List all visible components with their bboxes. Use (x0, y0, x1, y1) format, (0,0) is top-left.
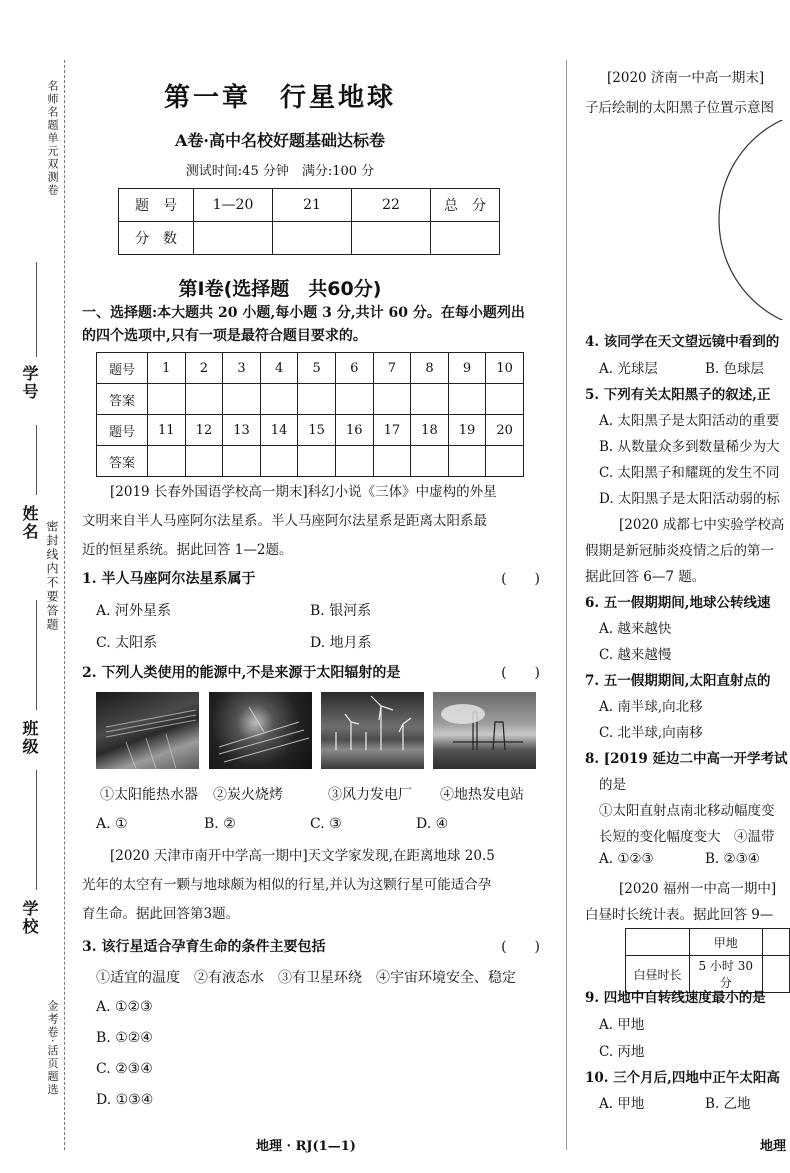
score-table-score-row (119, 222, 500, 255)
q3-option-b[interactable]: B. ①②④ (96, 1030, 153, 1046)
q3-option-c[interactable]: C. ②③④ (96, 1061, 153, 1077)
sunspot-diagram (717, 120, 790, 320)
question-number: 17 (373, 415, 411, 446)
passage-line: 光年的太空有一颗与地球颇为相似的行星,并认为这颗行星可能适合孕 (82, 877, 492, 893)
score-header-cell: 22 (352, 189, 431, 222)
q1-option-c[interactable]: C. 太阳系 (96, 635, 158, 651)
answer-cell[interactable] (373, 446, 411, 477)
name-blank (36, 425, 37, 495)
q8-option-a[interactable]: A. ①②③ (599, 851, 654, 867)
passage-1 (82, 478, 557, 565)
passage-line: 文明来自半人马座阿尔法星系。半人马座阿尔法星系是距离太阳系最 (82, 513, 487, 529)
answer-cell[interactable] (185, 446, 223, 477)
answer-cell[interactable] (260, 446, 298, 477)
passage-3-line: 据此回答 6—7 题。 (585, 569, 706, 585)
table-header: 甲地 (689, 929, 762, 956)
answer-cell[interactable] (298, 384, 336, 415)
q8-line: ①太阳直射点南北移动幅度变 (599, 803, 775, 819)
sidebar-top-label: 名师名题单元双测卷 (46, 80, 59, 197)
question-number: 19 (448, 415, 486, 446)
score-header-cell: 21 (273, 189, 352, 222)
solar-water-heater-photo (96, 692, 199, 769)
question-number: 9 (448, 353, 486, 384)
q5-option-c[interactable]: C. 太阳黑子和耀斑的发生不同 (599, 465, 780, 481)
answer-cell[interactable] (411, 384, 449, 415)
question-number: 20 (486, 415, 524, 446)
exam-meta: 测试时间:45 分钟 满分:100 分 (185, 164, 375, 179)
q8-stem: 8. [2019 延边二中高一开学考试 (585, 751, 788, 767)
question-number: 1 (148, 353, 186, 384)
q2-option-b[interactable]: B. ② (204, 816, 236, 832)
question-number: 5 (298, 353, 336, 384)
q8-line: 长短的变化幅度变大 ④温带 (599, 829, 775, 845)
passage-4-line: [2020 福州一中高一期中] (619, 881, 777, 897)
score-cell[interactable] (352, 222, 431, 255)
table-cell (762, 929, 789, 956)
answer-table-row (97, 415, 524, 446)
q7-option-c[interactable]: C. 北半球,向南移 (599, 725, 703, 741)
passage-line: 育生命。据此回答第3题。 (82, 906, 240, 922)
answer-cell[interactable] (373, 384, 411, 415)
name-label: 姓名 (20, 505, 39, 541)
q9-option-a[interactable]: A. 甲地 (599, 1017, 645, 1033)
exam-subtitle: A卷·高中名校好题基础达标卷 (175, 131, 385, 150)
answer-cell[interactable] (335, 446, 373, 477)
q2-caption-4: ④地热发电站 (440, 787, 524, 803)
answer-cell[interactable] (411, 446, 449, 477)
question-number: 3 (223, 353, 261, 384)
q1-option-a[interactable]: A. 河外星系 (96, 603, 172, 619)
chapter-title: 第一章 行星地球 (163, 83, 396, 113)
q6-stem: 6. 五一假期期间,地球公转线速 (585, 595, 771, 611)
question-number: 16 (335, 415, 373, 446)
passage-3-line: [2020 成都七中实验学校高 (619, 517, 785, 533)
table-row-label: 白昼时长 (626, 956, 690, 993)
q2-caption-2: ②炭火烧烤 (213, 787, 283, 803)
q2-caption-1: ①太阳能热水器 (100, 787, 198, 803)
answer-table (96, 352, 524, 477)
seal-note: 密封线内不要答题 (45, 520, 59, 632)
q4-stem: 4. 该同学在天文望远镜中看到的 (585, 334, 780, 350)
instructions-line: 一、选择题:本大题共 20 小题,每小题 3 分,共计 60 分。在每小题列出 (82, 305, 525, 321)
question-number: 14 (260, 415, 298, 446)
answer-parenthesis[interactable]: ( ) (501, 665, 540, 681)
score-header-cell: 1—20 (194, 189, 273, 222)
answer-row-label: 答案 (97, 446, 148, 477)
class-blank (36, 600, 37, 710)
right-passage-source: [2020 济南一中高一期末] (607, 70, 765, 86)
q10-stem: 10. 三个月后,四地中正午太阳高 (585, 1070, 780, 1086)
q9-option-c[interactable]: C. 丙地 (599, 1044, 645, 1060)
wind-farm-photo (321, 692, 424, 769)
answer-cell[interactable] (148, 446, 186, 477)
question-number: 18 (411, 415, 449, 446)
answer-cell[interactable] (448, 384, 486, 415)
class-label: 班级 (20, 720, 39, 756)
table-cell (762, 956, 789, 993)
q8-line: 的是 (599, 777, 626, 793)
answer-cell[interactable] (223, 384, 261, 415)
question-stem: 3. 该行星适合孕育生命的条件主要包括 (82, 939, 326, 955)
answer-cell[interactable] (148, 384, 186, 415)
q6-option-a[interactable]: A. 越来越快 (599, 621, 672, 637)
question-number: 7 (373, 353, 411, 384)
answer-cell[interactable] (335, 384, 373, 415)
q3-conditions: ①适宜的温度 ②有液态水 ③有卫星环绕 ④宇宙环境安全、稳定 (96, 970, 516, 986)
question-number: 15 (298, 415, 336, 446)
q1-option-b[interactable]: B. 银河系 (310, 603, 372, 619)
q10-option-a[interactable]: A. 甲地 (599, 1096, 645, 1112)
question-3 (82, 936, 552, 956)
answer-parenthesis[interactable]: ( ) (501, 939, 540, 955)
score-cell[interactable] (273, 222, 352, 255)
binding-line (64, 60, 65, 1150)
q7-stem: 7. 五一假期期间,太阳直射点的 (585, 673, 771, 689)
question-number: 8 (411, 353, 449, 384)
score-header-cell: 总 分 (431, 189, 500, 222)
q2-caption-3: ③风力发电厂 (328, 787, 412, 803)
q6-option-c[interactable]: C. 越来越慢 (599, 647, 672, 663)
charcoal-grill-photo (209, 692, 312, 769)
question-number: 12 (185, 415, 223, 446)
q9-stem: 9. 四地中自转线速度最小的是 (585, 990, 766, 1006)
table-value: 5 小时 30 分 (689, 956, 762, 993)
passage-3-line: 假期是新冠肺炎疫情之后的第一 (585, 543, 774, 559)
daylight-table (625, 928, 790, 993)
question-number: 11 (148, 415, 186, 446)
question-number: 6 (335, 353, 373, 384)
score-row-label: 分 数 (119, 222, 194, 255)
question-number: 2 (185, 353, 223, 384)
sidebar-bottom-label: 金考卷·活页题选 (46, 1000, 59, 1097)
q2-option-c[interactable]: C. ③ (310, 816, 342, 832)
q2-option-a[interactable]: A. ① (96, 816, 128, 832)
instructions-line: 的四个选项中,只有一项是最符合题目要求的。 (82, 328, 367, 344)
score-table (118, 188, 500, 255)
question-number: 10 (486, 353, 524, 384)
right-column (567, 0, 790, 1173)
right-passage-text: 子后绘制的太阳黑子位置示意图 (585, 100, 774, 116)
answer-parenthesis[interactable]: ( ) (501, 571, 540, 587)
answer-cell[interactable] (185, 384, 223, 415)
geothermal-plant-photo (433, 692, 536, 769)
answer-row-label: 题号 (97, 415, 148, 446)
question-number: 4 (260, 353, 298, 384)
footer-right: 地理 (760, 1139, 787, 1154)
answer-cell[interactable] (486, 446, 524, 477)
passage-2 (82, 842, 557, 929)
answer-row-label: 答案 (97, 384, 148, 415)
score-cell[interactable] (431, 222, 500, 255)
answer-cell[interactable] (486, 384, 524, 415)
question-2 (82, 662, 552, 682)
q4-option-b[interactable]: B. 色球层 (705, 361, 765, 377)
question-1 (82, 568, 552, 588)
q2-option-d[interactable]: D. ④ (416, 816, 449, 832)
q3-option-d[interactable]: D. ①③④ (96, 1092, 154, 1108)
question-number: 13 (223, 415, 261, 446)
q5-option-a[interactable]: A. 太阳黑子是太阳活动的重要 (599, 413, 780, 429)
answer-cell[interactable] (298, 446, 336, 477)
school-label: 学校 (20, 900, 39, 936)
q10-option-b[interactable]: B. 乙地 (705, 1096, 751, 1112)
q8-option-b[interactable]: B. ②③④ (705, 851, 760, 867)
q5-option-d[interactable]: D. 太阳黑子是太阳活动弱的标 (599, 491, 780, 507)
answer-table-row (97, 384, 524, 415)
student-id-label: 学号 (20, 365, 39, 401)
school-blank (36, 770, 37, 890)
answer-cell[interactable] (260, 384, 298, 415)
section-title: 第Ⅰ卷(选择题 共60分) (178, 278, 382, 300)
q7-option-a[interactable]: A. 南半球,向北移 (599, 699, 703, 715)
passage-line: [2019 长春外国语学校高一期末]科幻小说《三体》中虚构的外星 (110, 484, 497, 500)
q1-option-d[interactable]: D. 地月系 (310, 635, 372, 651)
q5-option-b[interactable]: B. 从数量众多到数量稀少为大 (599, 439, 780, 455)
answer-table-row (97, 353, 524, 384)
q5-stem: 5. 下列有关太阳黑子的叙述,正 (585, 387, 771, 403)
answer-cell[interactable] (448, 446, 486, 477)
q3-option-a[interactable]: A. ①②③ (96, 999, 153, 1015)
score-header-cell: 题 号 (119, 189, 194, 222)
question-stem: 1. 半人马座阿尔法星系属于 (82, 571, 256, 587)
q4-option-a[interactable]: A. 光球层 (599, 361, 658, 377)
score-table-header-row (119, 189, 500, 222)
score-cell[interactable] (194, 222, 273, 255)
footer-left: 地理 · RJ(1—1) (256, 1139, 356, 1154)
table-cell (626, 929, 690, 956)
passage-4-line: 白昼时长统计表。据此回答 9— (585, 907, 774, 923)
instructions (82, 302, 557, 348)
answer-cell[interactable] (223, 446, 261, 477)
passage-line: [2020 天津市南开中学高一期中]天文学家发现,在距离地球 20.5 (110, 848, 495, 864)
question-stem: 2. 下列人类使用的能源中,不是来源于太阳辐射的是 (82, 665, 401, 681)
passage-line: 近的恒星系统。据此回答 1—2题。 (82, 542, 293, 558)
answer-row-label: 题号 (97, 353, 148, 384)
answer-table-row (97, 446, 524, 477)
